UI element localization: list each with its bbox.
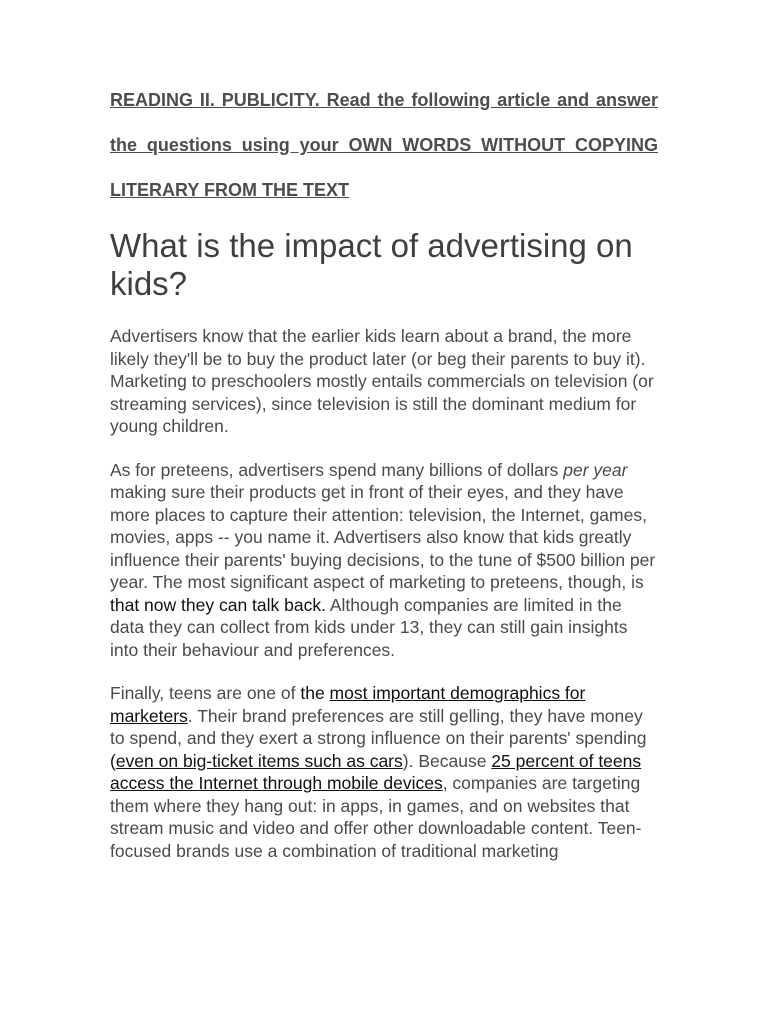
text-span: Although companies are limited in the data they can collect from kids under 13, they can still gain insights into their behaviour and preferences.: [110, 594, 628, 660]
paragraph-preteens: [110, 459, 658, 662]
highlighted-text: the: [300, 683, 330, 703]
text-span: making sure their products get in front of their eyes, and they have more places to capture their attention: television, the Internet, games, movies, apps -- you name it. Advertisers also know that kids greatly influence their parents' buying decisions, to the tune of $500 billion per year. The most significant aspect of marketing to preteens, though, is: [110, 482, 656, 592]
link-demographics[interactable]: most important demographics for marketers: [110, 683, 586, 726]
highlighted-text: that now they can talk back.: [110, 594, 326, 615]
link-mobile-devices[interactable]: 25 percent of teens access the Internet through mobile devices: [110, 750, 642, 793]
article-title: What is the impact of advertising on kids?: [110, 227, 633, 302]
reading-instructions: READING II. PUBLICITY. Read the following article and answer the questions using your OWN WORDS WITHOUT COPYING LITERARY FROM THE TEXT: [110, 90, 658, 200]
text-span: As for preteens, advertisers spend many billions of dollars: [110, 459, 564, 480]
paragraph-teens: [110, 682, 658, 862]
text-span: ). Because: [402, 750, 492, 771]
text-span: . Their brand preferences are still gelling, they have money to spend, and they exert a strong influence on their parents' spending: [110, 705, 647, 748]
text-span: , companies are targeting them where they hang out: in apps, in games, and on websites that stream music and video and offer other downloadable content. Teen-focused brands use a combination of traditional marketing: [110, 773, 642, 861]
emphasis-text: per year: [563, 459, 628, 480]
paren-text: (: [110, 750, 116, 771]
document-page: [110, 78, 658, 883]
paragraph-preschoolers: Advertisers know that the earlier kids learn about a brand, the more likely they'll be to buy the product later (or beg their parents to buy it). Marketing to preschoolers mostly entails commercials on television (or streaming services), since television is still the dominant medium for young children.: [110, 326, 654, 436]
link-big-ticket-items[interactable]: even on big-ticket items such as cars: [115, 750, 403, 771]
text-span: Finally, teens are one of: [110, 683, 301, 703]
